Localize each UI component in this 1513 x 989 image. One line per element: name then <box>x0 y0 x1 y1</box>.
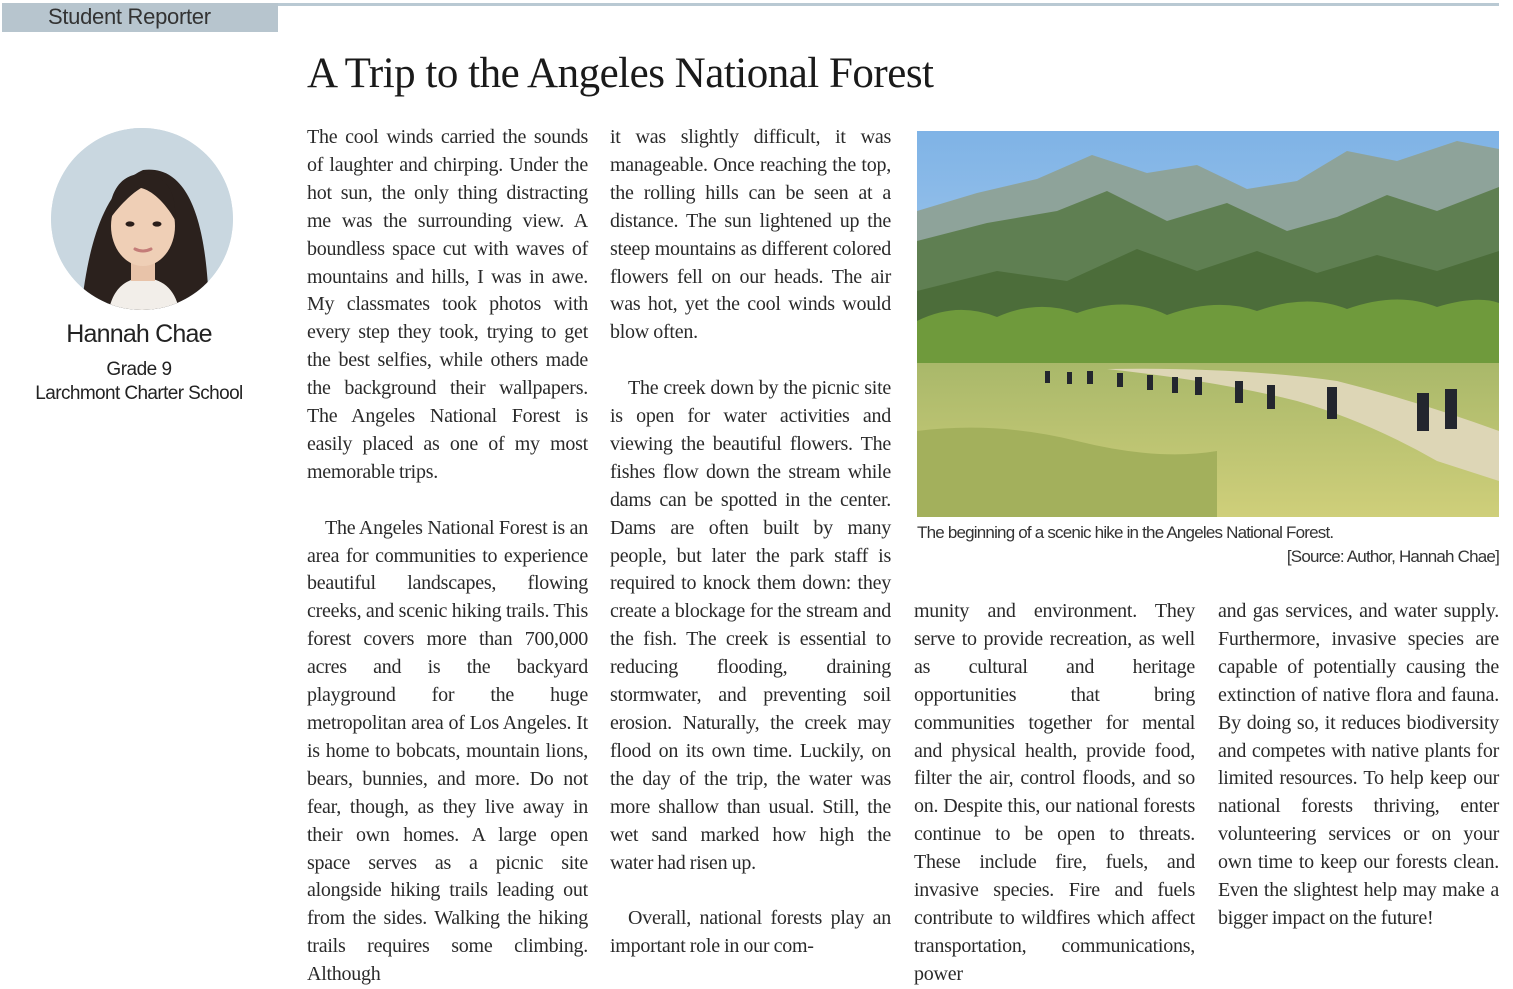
author-avatar <box>51 128 233 310</box>
paragraph: The cool winds carried the sounds of laughter and chirping. Under the hot sun, the only thing distracting me was the surrounding view. A boundless space cut with waves of mountains and hills, I was in awe. My classmates took photos with every step they took, trying to get the best selfies, while others made the background their wallpapers. The Angeles National Forest is easily placed as one of my most memorable trips. <box>307 126 588 483</box>
article-column-4 <box>1218 598 1499 933</box>
article-column-1 <box>307 124 588 989</box>
caption-source: [Source: Author, Hannah Chae] <box>1286 547 1499 566</box>
photo-caption <box>917 522 1499 568</box>
mountain-landscape-icon <box>917 131 1499 517</box>
paragraph: Overall, national forests play an important role in our com- <box>610 907 891 958</box>
paragraph: The Angeles National Forest is an area for communities to experience beautiful landscapes, flowing creeks, and scenic hiking trails. This forest covers more than 700,000 acres and is the backyard playground for the huge metropolitan area of Los Angeles. It is home to bobcats, mountain lions, bears, bunnies, and more. Do not fear, though, as they live away in their own homes. A large open space serves as a picnic site alongside hiking trails leading out from the sides. Walking the hiking trails requires some climbing. Although <box>307 516 588 986</box>
section-tag <box>2 3 278 32</box>
article-photo <box>917 131 1499 517</box>
section-tag-label: Student Reporter <box>48 4 211 29</box>
author-school: Larchmont Charter School <box>35 383 243 404</box>
author-portrait-icon <box>51 128 233 310</box>
paragraph: The creek down by the picnic site is open for water activities and viewing the beautiful flowers. The fishes flow down the stream while dams can be spotted in the center. Dams are often built by many people, but later the park staff is required to knock them down: they create a blockage for the stream and the fish. The creek is essential to reducing flooding, draining stormwater, and preventing soil erosion. Naturally, the creek may flood on its own time. Luckily, on the day of the trip, the water was more shallow than usual. Still, the wet sand marked how high the water had risen up. <box>610 377 891 874</box>
paragraph: and gas services, and water supply. Furthermore, invasive species are capable of potentially causing the extinction of native flora and fauna. By doing so, it reduces biodiversity and competes with native plants for limited resources. To help keep our national forests thriving, enter volunteering services or on your own time to keep our forests clean. Even the slightest help may make a bigger impact on the future! <box>1218 600 1499 929</box>
paragraph: munity and environment. They serve to provide recreation, as well as cultural and heritage opportunities that bring communities together for mental and physical health, provide food, filter the air, control floods, and so on. Despite this, our national forests continue to be open to threats. These include fire, fuels, and invasive species. Fire and fuels contribute to wildfires which affect transportation, communications, power <box>914 600 1195 985</box>
author-name: Hannah Chae <box>66 320 212 348</box>
article-column-3 <box>914 598 1195 989</box>
article-headline: A Trip to the Angeles National Forest <box>307 50 934 97</box>
caption-text: The beginning of a scenic hike in the Angeles National Forest. <box>917 523 1334 542</box>
author-grade: Grade 9 <box>106 359 172 380</box>
header-rule <box>278 3 1499 6</box>
article-column-2 <box>610 124 891 961</box>
paragraph: it was slightly difficult, it was manageable. Once reaching the top, the rolling hills can be seen at a distance. The sun lightened up the steep mountains as different colored flowers fell on our heads. The air was hot, yet the cool winds would blow often. <box>610 126 891 344</box>
